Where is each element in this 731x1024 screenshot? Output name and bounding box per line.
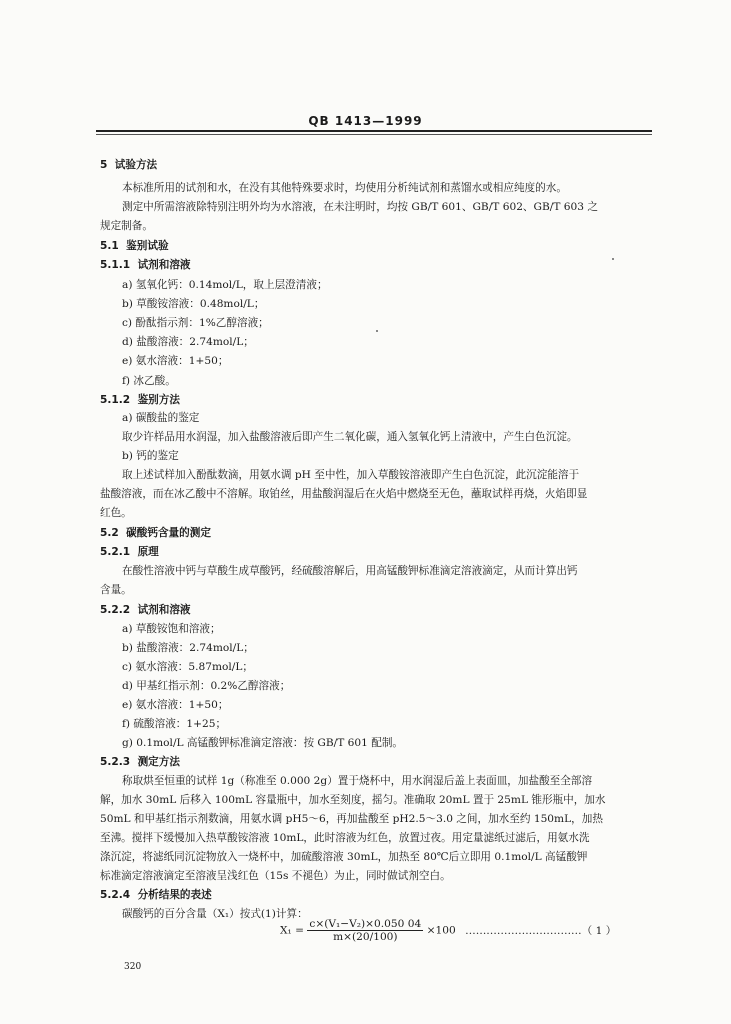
list-item: b) 草酸铵溶液：0.48mol/L； bbox=[122, 298, 265, 310]
section-5-1-1-heading: 5.1.1 试剂和溶液 bbox=[100, 259, 191, 271]
paragraph: 含量。 bbox=[100, 584, 132, 596]
section-5-2-heading: 5.2 碳酸钙含量的测定 bbox=[100, 527, 211, 539]
list-item: d) 甲基红指示剂：0.2%乙醇溶液； bbox=[122, 680, 291, 692]
header-rule-thin bbox=[96, 134, 652, 135]
paragraph: 称取烘至恒重的试样 1g（称准至 0.000 2g）置于烧杯中，用水润湿后盖上表面皿，加盐酸至全部溶 bbox=[122, 775, 593, 787]
scan-speck bbox=[612, 258, 614, 260]
paragraph: 测定中所需溶液除特别注明外均为水溶液，在未注明时，均按 GB/T 601、GB/T 602、GB/T 603 之 bbox=[122, 201, 598, 213]
section-5-2-1-heading: 5.2.1 原理 bbox=[100, 546, 159, 558]
list-item: a) 氢氧化钙：0.14mol/L，取上层澄清液； bbox=[122, 279, 328, 291]
list-item: e) 氨水溶液：1+50； bbox=[122, 355, 229, 367]
formula-denominator: m×(20/100) bbox=[333, 931, 398, 943]
section-5-1-heading: 5.1 鉴别试验 bbox=[100, 240, 169, 252]
formula-tail: ×100 bbox=[426, 924, 456, 937]
list-item: f) 硫酸溶液：1+25； bbox=[122, 718, 227, 730]
list-item: b) 盐酸溶液：2.74mol/L； bbox=[122, 642, 254, 654]
paragraph: 规定制备。 bbox=[100, 220, 153, 232]
section-5-1-2-heading: 5.1.2 鉴别方法 bbox=[100, 394, 180, 406]
paragraph: 在酸性溶液中钙与草酸生成草酸钙，经硫酸溶解后，用高锰酸钾标准滴定溶液滴定，从而计算出钙 bbox=[122, 565, 578, 577]
list-item: c) 氨水溶液：5.87mol/L； bbox=[122, 661, 253, 673]
formula-lhs: X₁ = bbox=[280, 924, 305, 937]
list-item: a) 草酸铵饱和溶液； bbox=[122, 623, 221, 635]
paragraph: 50mL 和甲基红指示剂数滴，用氨水调 pH5～6，再加盐酸至 pH2.5～3.0 之间，加水至约 150mL，加热 bbox=[100, 813, 603, 825]
paragraph: 解，加水 30mL 后移入 100mL 容量瓶中，加水至刻度，摇匀。准确取 20mL 置于 25mL 锥形瓶中，加水 bbox=[100, 794, 606, 806]
paragraph: 碳酸钙的百分含量（X₁）按式(1)计算： bbox=[122, 908, 308, 920]
paragraph: 取上述试样加入酚酞数滴，用氨水调 pH 至中性，加入草酸铵溶液即产生白色沉淀，此沉淀能溶于 bbox=[122, 469, 580, 481]
header-rule bbox=[96, 130, 652, 132]
section-5-2-2-heading: 5.2.2 试剂和溶液 bbox=[100, 604, 191, 616]
scan-speck bbox=[376, 330, 378, 332]
paragraph: 本标准所用的试剂和水，在没有其他特殊要求时，均使用分析纯试剂和蒸馏水或相应纯度的水。 bbox=[122, 182, 567, 194]
formula-1 bbox=[280, 918, 616, 943]
list-item: g) 0.1mol/L 高锰酸钾标准滴定溶液：按 GB/T 601 配制。 bbox=[122, 737, 404, 749]
paragraph: 涤沉淀，将滤纸同沉淀物放入一烧杯中，加硫酸溶液 30mL，加热至 80℃后立即用 0.1mol/L 高锰酸钾 bbox=[100, 851, 588, 863]
paragraph: 至沸。搅拌下缓慢加入热草酸铵溶液 10mL，此时溶液为红色，放置过夜。用定量滤纸过滤后，用氨水洗 bbox=[100, 832, 590, 844]
paragraph: 取少许样品用水润湿，加入盐酸溶液后即产生二氧化碳，通入氢氧化钙上清液中，产生白色沉淀。 bbox=[122, 431, 578, 443]
list-item: e) 氨水溶液：1+50； bbox=[122, 699, 229, 711]
section-5-2-3-heading: 5.2.3 测定方法 bbox=[100, 756, 180, 768]
sub-heading: b) 钙的鉴定 bbox=[122, 450, 179, 462]
formula-fraction bbox=[307, 918, 423, 943]
standard-header: QB 1413—1999 bbox=[308, 114, 423, 128]
list-item: d) 盐酸溶液：2.74mol/L； bbox=[122, 336, 254, 348]
section-5-2-4-heading: 5.2.4 分析结果的表述 bbox=[100, 889, 212, 901]
paragraph: 红色。 bbox=[100, 507, 132, 519]
paragraph: 标准滴定溶液滴定至溶液呈浅红色（15s 不褪色）为止，同时做试剂空白。 bbox=[100, 870, 451, 882]
list-item: c) 酚酞指示剂：1%乙醇溶液； bbox=[122, 317, 269, 329]
list-item: f) 冰乙酸。 bbox=[122, 375, 176, 387]
sub-heading: a) 碳酸盐的鉴定 bbox=[122, 412, 200, 424]
paragraph: 盐酸溶液，而在冰乙酸中不溶解。取铂丝，用盐酸润湿后在火焰中燃烧至无色，蘸取试样再烧，火焰即显 bbox=[100, 488, 588, 500]
page-number: 320 bbox=[124, 962, 142, 972]
section-5-heading: 5 试验方法 bbox=[100, 159, 158, 171]
equation-number: ……………………………（ 1 ） bbox=[465, 924, 617, 937]
formula-numerator: c×(V₁−V₂)×0.050 04 bbox=[309, 918, 422, 930]
